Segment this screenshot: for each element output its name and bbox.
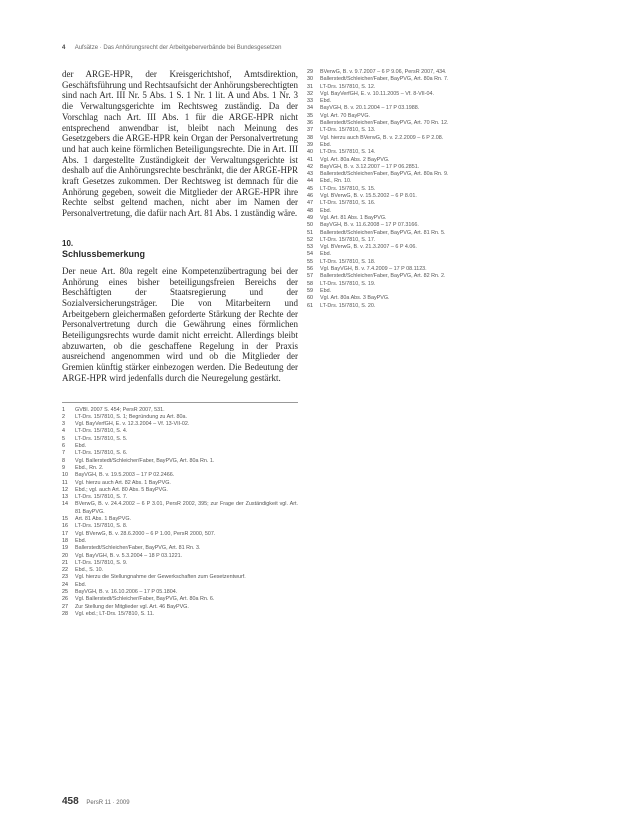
footnote-text: Vgl. BayVGH, B. v. 5.3.2004 – 18 P 03.1221. <box>75 552 183 559</box>
footnote-text: LT-Drs. 15/7810, S. 7. <box>75 494 128 501</box>
footnote-text: Vgl. Ballerstedt/Schleicher/Faber, BayPVG, Art. 80a Rn. 6. <box>75 596 215 603</box>
footnote <box>307 113 553 120</box>
footnote-number: 35 <box>307 112 313 119</box>
footnote-number: 12 <box>62 486 68 493</box>
footnote-number: 61 <box>307 302 313 309</box>
footnote-text: Vgl. Ballerstedt/Schleicher/Faber, BayPVG, Art. 80a Rn. 1. <box>75 457 215 464</box>
footnote-number: 25 <box>62 589 68 595</box>
footnote <box>307 120 553 127</box>
footnote <box>62 567 298 574</box>
footnote-number: 54 <box>307 251 313 258</box>
footnote-text: Vgl. BVerwG, B. v. 21.3.2007 – 6 P 4.06. <box>320 244 417 251</box>
footnote-number: 29 <box>307 69 313 75</box>
footnote-text: Art. 81 Abs. 1 BayPVG. <box>75 516 132 523</box>
footnote <box>62 589 298 596</box>
footnote-number: 34 <box>307 105 313 112</box>
footnote-text: Vgl. Art. 80a Abs. 2 BayPVG. <box>320 156 390 163</box>
footnote <box>62 574 298 581</box>
footnote <box>307 281 553 288</box>
footnote <box>307 84 553 91</box>
footnote-number: 13 <box>62 494 68 501</box>
footnote <box>62 472 298 479</box>
footnote <box>62 407 298 414</box>
footnote <box>307 273 553 280</box>
footnote-number: 10 <box>62 472 68 479</box>
footnote <box>307 215 553 222</box>
footnote <box>62 458 298 465</box>
footnote-text: LT-Drs. 15/7810, S. 12. <box>320 83 376 90</box>
footnote <box>307 237 553 244</box>
footnote-number: 33 <box>307 98 313 105</box>
footnote-number: 28 <box>62 610 68 617</box>
footnote <box>307 259 553 266</box>
footnote-text: Ballerstedt/Schleicher/Faber, BayPVG, Art. 70 Rn. 12. <box>320 120 449 127</box>
footnote-text: LT-Drs. 15/7810, S. 6. <box>75 450 128 457</box>
footnote-number: 46 <box>307 193 313 200</box>
footnote <box>62 480 298 487</box>
footnote-number: 11 <box>62 479 68 486</box>
footnote-text: Ebd. <box>320 251 332 258</box>
footnote <box>62 523 298 530</box>
footnote <box>307 76 553 83</box>
footnote-text: Ballerstedt/Schleicher/Faber, BayPVG, Art. 80a Rn. 7. <box>320 76 449 83</box>
footnote-text: BayVGH, B. v. 20.1.2004 – 17 P 03.1988. <box>320 105 420 112</box>
footnote-text: Vgl. ebd.; LT-Drs. 15/7810, S. 11. <box>75 610 155 617</box>
footnote-text: Vgl. hierzu die Stellungnahme der Gewerkschaften zum Gesetzentwurf. <box>75 574 246 581</box>
footnote-number: 31 <box>307 83 313 90</box>
footnote <box>307 193 553 200</box>
footnote-text: LT-Drs. 15/7810, S. 18. <box>320 258 376 265</box>
footnote-text: Vgl. BVerwG, B. v. 28.6.2000 – 6 P 1.00, PersR 2000, 507. <box>75 530 216 537</box>
footnote <box>62 436 298 443</box>
header-page-marker: 4 <box>62 45 66 51</box>
footnote <box>62 421 298 428</box>
footnote-number: 39 <box>307 141 313 148</box>
footnote <box>307 69 553 76</box>
footnote-number: 45 <box>307 185 313 192</box>
footnote <box>307 98 553 105</box>
footnote-text: BayVGH, B. v. 11.6.2008 – 17 P 07.3166. <box>320 222 419 229</box>
footnote-number: 1 <box>62 406 65 413</box>
footnote <box>62 531 298 538</box>
footnote-text: BVerwG, B. v. 9.7.2007 – 6 P 9.06, PersR 2007, 434. <box>320 69 447 75</box>
footnote-number: 36 <box>307 120 313 127</box>
footnote-number: 56 <box>307 266 313 273</box>
opening-paragraph: der ARGE-HPR, der Kreisgerichtshof, Amtsdirektion, Geschäftsführung und Rechtsaufsicht der Anhörungsberechtigten sind nach Art. III Nr. 5 Abs. 1 S. 1 Nr. 1 lit. A und Abs. 1 Nr. 3 die Verwaltungsgerichte im Rechtsweg zuständig. Da der Vorschlag nach Art. III Abs. 1 für die ARGE-HPR nicht entsprechend anwendbar ist, bleibt nach Meinung des Gesetzgebers die ARGE-HPR kein Organ der Personalvertretung und hat auch keine förmlichen Beteiligungsrechte. Die in Art. III Abs. 1 dargestellte Zuständigkeit der Verwaltungsgerichte ist deshalb auf die Anhörungsrechte beschränkt, die der ARGE-HPR kraft Gesetzes zukommen. Der Rechtsweg ist demnach für die Anhörung gegeben, soweit die Mitglieder der ARGE-HPR ihre Rechte selbst geltend machen, nicht aber im Namen der Personalvertretung, die dafür nach Art. 81 Abs. 1 zuständig wäre. <box>62 69 298 219</box>
footnote <box>307 164 553 171</box>
footnote-number: 59 <box>307 287 313 294</box>
footnote-number: 60 <box>307 295 313 302</box>
footnote <box>62 560 298 567</box>
footnote-text: Vgl. Art. 80a Abs. 3 BayPVG. <box>320 295 390 302</box>
footnote <box>62 553 298 560</box>
footnote-text: Vgl. BayVGH, B. v. 7.4.2009 – 17 P 08.1123. <box>320 266 427 273</box>
footnote-number: 43 <box>307 171 313 178</box>
footnote-number: 8 <box>62 457 65 464</box>
footnote <box>307 178 553 185</box>
footnote <box>62 516 298 523</box>
footnote <box>307 157 553 164</box>
footnote-text: Ballerstedt/Schleicher/Faber, BayPVG, Art. 81 Rn. 5. <box>320 229 446 236</box>
footnote-text: BayVGH, B. v. 3.12.2007 – 17 P 06.2851. <box>320 163 420 170</box>
footnote-number: 26 <box>62 596 68 603</box>
footnote <box>307 200 553 207</box>
footnote-text: Ebd. <box>75 581 87 588</box>
footnote-number: 17 <box>62 530 68 537</box>
footnote <box>62 596 298 603</box>
page-footer <box>62 795 302 809</box>
footnote-text: LT-Drs. 15/7810, S. 1; Begründung zu Art. 80a. <box>75 413 187 420</box>
footnote-number: 18 <box>62 537 68 544</box>
footnote-number: 7 <box>62 450 65 457</box>
footnote-text: Ebd. <box>75 537 87 544</box>
footnote-text: Ebd., S. 10. <box>75 567 104 574</box>
closing-paragraph: Der neue Art. 80a regelt eine Kompetenzübertragung bei der Anhörung eines bisher beteiligungsfreien Bereichs der Beschäftigten der Staatsregierung und der Sozialversicherungsträger. Die von Mitarbeitern und Arbeitgebern gleichermaßen geforderte Stärkung der Rechte der Personalvertretung durch die Gewährung eines förmlichen Beteiligungsrechts wurde damit nicht erreicht. Allerdings bleibt abzuwarten, ob die geschaffene Regelung in der Praxis ausreichend angenommen wird und ob die Mitglieder der Gremien künftig stärker einbezogen werden. Die Bedeutung der ARGE-HPR wird jedenfalls durch die Neuregelung gestärkt. <box>62 265 298 383</box>
footnote-number: 27 <box>62 603 68 610</box>
footnote-number: 5 <box>62 435 65 442</box>
footnote-number: 20 <box>62 552 68 559</box>
footnote-number: 22 <box>62 567 68 574</box>
footnote-number: 41 <box>307 156 313 163</box>
footnote-text: Ballerstedt/Schleicher/Faber, BayPVG, Art. 81 Rn. 3. <box>75 545 201 552</box>
footnote-text: Ebd. <box>320 287 332 294</box>
footnote-number: 53 <box>307 244 313 251</box>
footnote-text: LT-Drs. 15/7810, S. 19. <box>320 280 376 287</box>
footnote-text: Ebd., Rn. 10. <box>320 178 352 185</box>
footnote-text: LT-Drs. 15/7810, S. 5. <box>75 435 128 442</box>
footnote-text: LT-Drs. 15/7810, S. 20. <box>320 302 376 309</box>
footnote-text: BayVGH, B. v. 19.5.2003 – 17 P 02.2466. <box>75 472 175 479</box>
footnote-number: 30 <box>307 76 313 83</box>
footnote-number: 58 <box>307 280 313 287</box>
footnote <box>62 465 298 472</box>
footnote-text: Ebd. <box>75 443 87 450</box>
footnote-text: Vgl. BayVerfGH, E. v. 12.3.2004 – Vf. 13-VII-02. <box>75 421 190 428</box>
footnote <box>62 611 298 618</box>
footnotes-right <box>307 69 553 310</box>
footnote-number: 38 <box>307 134 313 141</box>
footnote-text: LT-Drs. 15/7810, S. 8. <box>75 523 128 530</box>
footnote-number: 44 <box>307 178 313 185</box>
right-column <box>307 69 553 310</box>
footnote-number: 6 <box>62 443 65 450</box>
footnote-number: 51 <box>307 229 313 236</box>
footnote-number: 50 <box>307 222 313 229</box>
footnotes-left <box>62 407 298 619</box>
footnote <box>307 251 553 258</box>
footnote-text: GVBl. 2007 S. 454; PersR 2007, 531. <box>75 406 165 413</box>
footnote <box>62 582 298 589</box>
footnote <box>62 487 298 494</box>
footnote-number: 24 <box>62 581 68 588</box>
footnote <box>62 450 298 457</box>
footnote <box>307 266 553 273</box>
footnote-number: 57 <box>307 273 313 280</box>
footnote-text: Vgl. Art. 81 Abs. 1 BayPVG. <box>320 214 387 221</box>
footnote <box>62 414 298 421</box>
footnote-text: Ebd. <box>320 207 332 214</box>
footnote <box>307 230 553 237</box>
footnote-text: Ballerstedt/Schleicher/Faber, BayPVG, Art. 82 Rn. 2. <box>320 273 446 280</box>
footnote <box>307 288 553 295</box>
running-header <box>62 42 546 54</box>
left-column <box>62 69 298 618</box>
footnote-text: Vgl. Art. 70 BayPVG. <box>320 112 371 119</box>
footnote <box>307 149 553 156</box>
footnote-number: 15 <box>62 516 68 523</box>
footnote-text: LT-Drs. 15/7810, S. 14. <box>320 149 376 156</box>
footnote <box>307 208 553 215</box>
footnote-text: LT-Drs. 15/7810, S. 13. <box>320 127 376 134</box>
footnote-number: 21 <box>62 559 68 566</box>
footnote <box>62 538 298 545</box>
footnote <box>62 604 298 611</box>
footnote <box>307 186 553 193</box>
issue-label: PersR 11 · 2009 <box>86 800 130 806</box>
footnote-number: 9 <box>62 464 65 471</box>
footnote-text: Ebd. <box>320 98 332 105</box>
footnote-text: Ebd. <box>320 141 332 148</box>
footnote <box>307 105 553 112</box>
footnote-text: LT-Drs. 15/7810, S. 15. <box>320 185 376 192</box>
footnote-text: Ballerstedt/Schleicher/Faber, BayPVG, Art. 80a Rn. 9. <box>320 171 449 178</box>
footnote <box>62 443 298 450</box>
footnote-text: LT-Drs. 15/7810, S. 4. <box>75 428 128 435</box>
footnote-text: Zur Stellung der Mitglieder vgl. Art. 46 BayPVG. <box>75 603 189 610</box>
footnote-number: 40 <box>307 149 313 156</box>
footnote <box>62 494 298 501</box>
footnote-number: 32 <box>307 90 313 97</box>
section-number: 10. <box>62 238 74 248</box>
section-title: Schlussbemerkung <box>62 248 146 259</box>
running-title: Aufsätze · Das Anhörungsrecht der Arbeitgeberverbände bei Bundesgesetzen <box>74 45 282 51</box>
footnote <box>62 428 298 435</box>
footnote-number: 14 <box>62 501 68 508</box>
footnote <box>307 142 553 149</box>
footnote <box>307 91 553 98</box>
footnote-number: 48 <box>307 207 313 214</box>
footnote-text: Vgl. hierzu auch BVerwG, B. v. 2.2.2009 – 6 P 2.08. <box>320 134 444 141</box>
footnote-text: Ebd.; vgl. auch Art. 80 Abs. 5 BayPVG. <box>75 486 168 493</box>
page-number: 458 <box>62 796 79 807</box>
footnote-text: Vgl. BVerwG, B. v. 15.5.2002 – 6 P 8.01. <box>320 193 417 200</box>
footnote-text: LT-Drs. 15/7810, S. 16. <box>320 200 376 207</box>
footnote-number: 3 <box>62 421 65 428</box>
footnote <box>307 222 553 229</box>
footnote <box>307 295 553 302</box>
footnote-number: 2 <box>62 413 65 420</box>
footnote-text: Vgl. hierzu auch Art. 82 Abs. 1 BayPVG. <box>75 479 171 486</box>
footnote-number: 55 <box>307 258 313 265</box>
footnote-number: 19 <box>62 545 68 552</box>
footnote <box>62 501 298 516</box>
footnote-number: 37 <box>307 127 313 134</box>
footnote-text: BVerwG, B. v. 24.4.2002 – 6 P 3.01, PersR 2002, 395; zur Frage der Zuständigkeit vgl. Art. 81 BayPVG. <box>75 501 298 515</box>
footnote <box>307 303 553 310</box>
footnote-number: 16 <box>62 523 68 530</box>
footnote-number: 4 <box>62 428 65 435</box>
footnote <box>307 171 553 178</box>
footnote-text: BayVGH, B. v. 16.10.2006 – 17 P 05.1804. <box>75 589 178 595</box>
footnote <box>307 127 553 134</box>
footnote-number: 47 <box>307 200 313 207</box>
footnote <box>307 244 553 251</box>
footnote-text: LT-Drs. 15/7810, S. 9. <box>75 559 128 566</box>
footnote-number: 52 <box>307 236 313 243</box>
footnote-rule <box>62 402 298 403</box>
footnote-text: Ebd., Rn. 2. <box>75 464 104 471</box>
footnote-text: LT-Drs. 15/7810, S. 17. <box>320 236 376 243</box>
footnote-number: 23 <box>62 574 68 581</box>
footnote <box>62 545 298 552</box>
footnote <box>307 135 553 142</box>
footnote-number: 42 <box>307 163 313 170</box>
footnote-text: Vgl. BayVerfGH, E. v. 10.11.2005 – Vf. 8-VII-04. <box>320 90 434 97</box>
footnote-number: 49 <box>307 214 313 221</box>
